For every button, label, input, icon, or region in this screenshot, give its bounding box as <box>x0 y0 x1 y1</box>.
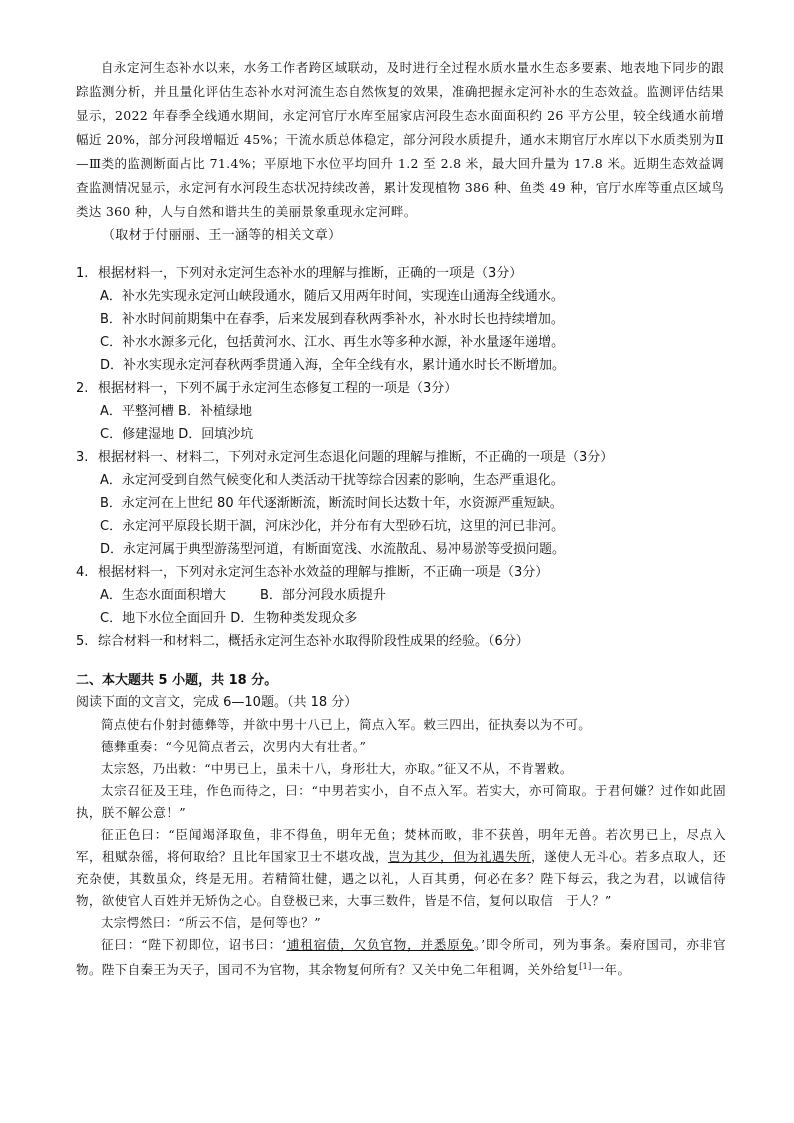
question-stem: 综合材料一和材料二，概括永定河生态补水取得阶段性成果的经验。（6分） <box>98 634 529 649</box>
question-number: 4. <box>76 565 89 580</box>
question-stem: 根据材料一，下列不属于永定河生态修复工程的一项是（3分） <box>98 381 458 396</box>
question-number: 3. <box>76 450 89 465</box>
option-row-cd: C．地下水位全面回升 D．生物种类发现众多 <box>100 611 358 626</box>
classical-paragraph: 太宗召征及王珪，作色而待之，曰：“中男若实小，自不点入军。若实大，亦可简取。于君何嫌？过作如此固执，朕不解公意！” <box>76 783 726 820</box>
classical-text <box>76 714 726 981</box>
option-c: C．补水水源多元化，包括黄河水、江水、再生水等多种水源，补水量逐年递增。 <box>100 335 565 350</box>
option-a: A．补水先实现永定河山峡段通水，随后又用两年时间，实现连山通海全线通水。 <box>100 289 564 304</box>
question-5 <box>76 630 736 653</box>
question-stem: 根据材料一，下列对永定河生态补水的理解与推断，正确的一项是（3分） <box>98 266 523 281</box>
question-2 <box>76 377 736 400</box>
option-row-ab: A．平整河槽 B．补植绿地 <box>100 404 252 419</box>
passage-source: （取材于付丽丽、王一涵等的相关文章） <box>102 228 342 243</box>
option-c: C．永定河平原段长期干涸，河床沙化，并分布有大型砂石坑，这里的河已非河。 <box>100 519 565 534</box>
classical-paragraph: 太宗愕然曰：“所云不信，是何等也？” <box>101 915 321 930</box>
option-b: B．永定河在上世纪 80 年代逐渐断流，断流时间长达数十年，水资源严重短缺。 <box>100 496 563 511</box>
reading-passage <box>76 56 724 248</box>
underlined-sentence: 逋租宿债，欠负官物，并悉原免 <box>286 937 474 952</box>
paragraph-text: 一年。 <box>591 962 631 978</box>
classical-paragraph <box>76 824 726 912</box>
option-a: A．生态水面面积增大 <box>100 588 226 603</box>
paragraph-text: 征曰：“陛下初即位，诏书曰：‘ <box>101 937 287 952</box>
option-a: A．永定河受到自然气候变化和人类活动干扰等综合因素的影响，生态严重退化。 <box>100 473 564 488</box>
question-3 <box>76 446 736 469</box>
section-title: 二、本大题共 5 小题，共 18 分。 <box>76 673 278 688</box>
question-1 <box>76 262 736 285</box>
underlined-sentence: 岂为其少，但为礼遇失所 <box>388 849 532 864</box>
paragraph-text: 。’即令所司，列为事条。秦府国司，亦非官物。陛下自秦王为天子，国司不为官物，其余物复何所有？又关中免二年租调，关外给复 <box>76 937 726 978</box>
question-stem: 根据材料一、材料二，下列对永定河生态退化问题的理解与推断，不正确的一项是（3分） <box>98 450 614 465</box>
classical-paragraph: 简点使右仆射封德彝等，并欲中男十八已上，简点入军。敕三四出，征执奏以为不可。 <box>101 717 592 732</box>
option-d: D．补水实现永定河春秋两季贯通入海，全年全线有水，累计通水时长不断增加。 <box>100 358 566 373</box>
classical-paragraph <box>76 934 726 981</box>
option-b: B．部分河段水质提升 <box>260 588 386 603</box>
section-two <box>76 670 726 981</box>
option-b: B．补水时间前期集中在春季，后来发展到春秋两季补水，补水时长也持续增加。 <box>100 312 564 327</box>
paragraph-text: 征正色曰：“臣闻竭泽取鱼，非不得鱼，明年无鱼；焚林而畋，非不获兽，明年无兽。若次男已上，尽点入军，租赋杂徭，将何取给？且比年国家卫士不堪攻战， <box>76 827 726 864</box>
question-4 <box>76 561 736 584</box>
option-row-cd: C．修建湿地 D．回填沙坑 <box>100 427 254 442</box>
question-number: 5. <box>76 634 89 649</box>
question-list <box>76 262 736 653</box>
footnote-marker: [1] <box>579 962 592 971</box>
classical-paragraph: 太宗怒，乃出敕：“中男已上，虽未十八，身形壮大，亦取。”征又不从，不肯署敕。 <box>101 761 573 776</box>
option-row-ab <box>76 584 736 607</box>
question-number: 1. <box>76 266 89 281</box>
paragraph-text: ，遂使人无斗心。若多点取人，还充杂使，其数虽众，终是无用。若精简壮健，遇之以礼，人百其勇，何必在多？陛下每云，我之为君，以诚信待物，欲使官人百姓并无矫伪之心。自登极已来，大事三数件，皆是不信，复何以取信 于人？” <box>76 849 726 908</box>
question-number: 2. <box>76 381 89 396</box>
option-d: D．永定河属于典型游荡型河道，有断面宽浅、水流散乱、易冲易淤等受损问题。 <box>100 542 566 557</box>
question-stem: 根据材料一，下列对永定河生态补水效益的理解与推断，不正确一项是（3分） <box>98 565 549 580</box>
passage-paragraph: 自永定河生态补水以来，水务工作者跨区域联动，及时进行全过程水质水量水生态多要素、地表地下同步的跟踪监测分析，并且量化评估生态补水对河流生态自然恢复的效果，准确把握永定河补水的生态效益。监测评估结果显示，2022 年春季全线通水期间，永定河官厅水库至屈家店河段生态水面面积约 26 平方公里，较全线通水前增幅近 20%，部分河段增幅近 45%；干流水质总体稳定，部分河段水质提升，通水末期官厅水库以下水质类别为Ⅱ—Ⅲ类的监测断面占比 71.4%；平原地下水位平均回升 1.2 至 2.8 米，最大回升量为 17.8 米。近期生态效益调查监测情况显示，永定河有水河段生态状况持续改善，累计发现植物 386 种、鱼类 49 种，官厅水库等重点区域鸟类达 360 种，人与自然和谐共生的美丽景象重现永定河畔。 <box>76 60 724 219</box>
classical-paragraph: 德彝重奏：“今见简点者云，次男内大有壮者。” <box>101 739 367 754</box>
section-instruction: 阅读下面的文言文，完成 6—10题。（共 18 分） <box>76 695 358 710</box>
